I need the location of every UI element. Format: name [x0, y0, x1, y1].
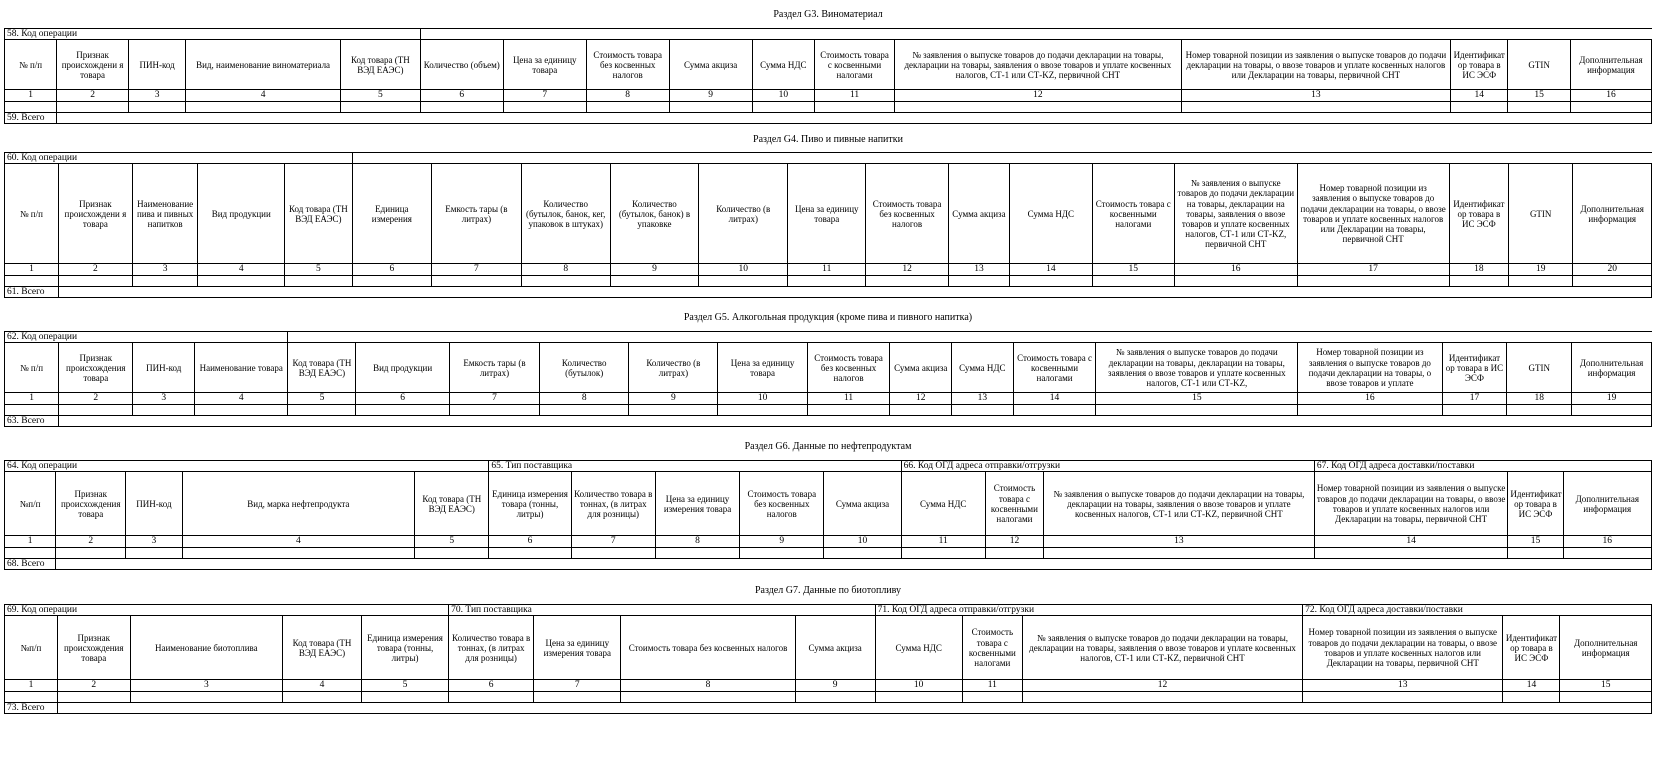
table-cell[interactable]: [1563, 547, 1651, 558]
col-header: Дополнительная информация: [1563, 472, 1651, 536]
col-header: Дополнительная информация: [1573, 164, 1652, 264]
col-number: 6: [420, 90, 503, 102]
col-header: Номер товарной позиции из заявления о выпуске товаров до подачи декларации на товары, о ввозе товаров и уплате косвенных налогов или Декларации на товары, первичной СНТ: [1297, 164, 1449, 264]
col-number: 15: [1092, 264, 1174, 276]
col-header: Количество (в литрах): [629, 343, 718, 393]
table-cell[interactable]: [133, 404, 195, 415]
table-cell[interactable]: [340, 101, 420, 112]
col-header: Стоимость товара с косвенными налогами: [1092, 164, 1174, 264]
table-cell[interactable]: [1314, 547, 1508, 558]
col-header: Вид, марка нефтепродукта: [182, 472, 415, 536]
ogd-to-label: 72. Код ОГД адреса доставки/поставки: [1303, 604, 1652, 616]
table-cell[interactable]: [718, 404, 807, 415]
col-header: Код товара (ТН ВЭД ЕАЭС): [288, 343, 356, 393]
table-cell[interactable]: [901, 547, 985, 558]
table-cell[interactable]: [1508, 101, 1570, 112]
col-header: ПИН-код: [133, 343, 195, 393]
table-cell[interactable]: [5, 691, 58, 702]
col-header: Стоимость товара с косвенными налогами: [985, 472, 1043, 536]
col-number: 9: [795, 680, 875, 692]
col-header: Цена за единицу товара: [503, 40, 586, 90]
table-cell[interactable]: [1570, 101, 1651, 112]
col-number: 4: [186, 90, 341, 102]
col-number: 11: [807, 393, 890, 405]
col-number: 10: [699, 264, 788, 276]
col-number: 9: [610, 264, 699, 276]
col-number: 13: [1303, 680, 1503, 692]
ogd-from-label: 66. Код ОГД адреса отправки/отгрузки: [901, 460, 1314, 472]
col-header: Единица измерения товара (тонны, литры): [489, 472, 571, 536]
col-header: Количество (бутылок): [540, 343, 629, 393]
col-number: 11: [901, 536, 985, 548]
section-g5: [4, 305, 1652, 427]
op-code-label: 62. Код операции: [5, 331, 288, 343]
col-number: 5: [361, 680, 448, 692]
col-header: Сумма акциза: [669, 40, 752, 90]
col-number: 17: [1297, 264, 1449, 276]
table-cell[interactable]: [420, 101, 503, 112]
table-cell[interactable]: [1572, 404, 1652, 415]
total-label: 59. Всего: [5, 112, 57, 124]
table-cell[interactable]: [952, 404, 1014, 415]
col-number: 3: [128, 90, 185, 102]
col-number: 7: [503, 90, 586, 102]
col-number: 1: [5, 264, 59, 276]
table-cell[interactable]: [1298, 404, 1442, 415]
col-header: GTIN: [1508, 164, 1572, 264]
table-cell[interactable]: [126, 547, 182, 558]
table-cell[interactable]: [128, 101, 185, 112]
table-cell[interactable]: [795, 691, 875, 702]
table-cell[interactable]: [866, 275, 948, 286]
col-header: Идентификат ор товара в ИС ЭСФ: [1451, 40, 1508, 90]
col-header: GTIN: [1508, 40, 1570, 90]
col-header: Количество (бутылок, банок, кег, упаковок в штуках): [521, 164, 610, 264]
table-cell[interactable]: [540, 404, 629, 415]
col-header: Признак происхождени я товара: [58, 164, 132, 264]
col-header: Сумма НДС: [952, 343, 1014, 393]
col-header: № заявления о выпуске товаров до подачи декларации на товары, декларации на товары, заявления о ввозе товаров и уплате косвенных налогов, СТ-1 или СТ-KZ,: [1096, 343, 1298, 393]
col-header: Количество товара в тоннах, (в литрах для розницы): [449, 616, 534, 680]
table-cell[interactable]: [669, 101, 752, 112]
col-header: Наименование пива и пивных напитков: [132, 164, 198, 264]
section-g4: [4, 128, 1652, 298]
table-cell[interactable]: [788, 275, 866, 286]
col-number: 16: [1563, 536, 1651, 548]
section-title: Раздел G7. Данные по биотопливу: [5, 578, 1652, 604]
col-header: № п/п: [5, 164, 59, 264]
col-header: Единица измерения товара (тонны, литры): [361, 616, 448, 680]
col-header: Номер товарной позиции из заявления о выпуске товаров до подачи декларации на товары, о ввозе товаров и уплате косвенных налогов или Декларации на товары, первичной СНТ: [1303, 616, 1503, 680]
table-cell[interactable]: [586, 101, 669, 112]
col-number: 11: [788, 264, 866, 276]
table-cell[interactable]: [1451, 101, 1508, 112]
op-code-label: 58. Код операции: [5, 28, 421, 40]
col-number: 4: [195, 393, 288, 405]
section-title: Раздел G4. Пиво и пивные напитки: [5, 128, 1652, 152]
col-header: № заявления о выпуске товаров до подачи декларации на товары, декларации на товары, заявления о ввозе товаров и уплате косвенных налогов, СТ-1 или СТ-KZ, первичной СНТ: [1044, 472, 1315, 536]
table-cell[interactable]: [186, 101, 341, 112]
table-cell[interactable]: [655, 547, 739, 558]
col-number: 10: [824, 536, 901, 548]
op-code-field[interactable]: [352, 152, 1651, 164]
col-number: 8: [521, 264, 610, 276]
table-cell[interactable]: [5, 101, 57, 112]
col-number: 19: [1572, 393, 1652, 405]
col-header: Цена за единицу товара: [718, 343, 807, 393]
col-header: Сумма НДС: [875, 616, 962, 680]
total-label: 63. Всего: [5, 415, 59, 427]
supplier-type-label: 70. Тип поставщика: [449, 604, 875, 616]
col-header: Стоимость товара без косвенных налогов: [621, 616, 795, 680]
col-number: 16: [1570, 90, 1651, 102]
col-header: Стоимость товара с косвенными налогами: [962, 616, 1022, 680]
col-header: Стоимость товара с косвенными налогами: [815, 40, 895, 90]
col-header: Сумма НДС: [1010, 164, 1092, 264]
op-code-field[interactable]: [288, 331, 1652, 343]
col-header: Сумма акциза: [795, 616, 875, 680]
col-number: 7: [449, 393, 539, 405]
col-number: 2: [58, 264, 132, 276]
col-header: № заявления о выпуске товаров до подачи декларации на товары, декларации на товары, заявления о ввозе товаров и уплате косвенных налогов, СТ-1 или СТ-KZ, первичной СНТ: [894, 40, 1181, 90]
col-number: 11: [962, 680, 1022, 692]
table-cell[interactable]: [571, 547, 655, 558]
table-cell[interactable]: [489, 547, 571, 558]
table-cell[interactable]: [283, 691, 362, 702]
col-number: 7: [431, 264, 521, 276]
table-cell[interactable]: [807, 404, 890, 415]
table-cell[interactable]: [1449, 275, 1508, 286]
col-number: 8: [655, 536, 739, 548]
table-cell[interactable]: [948, 275, 1009, 286]
col-number: 11: [815, 90, 895, 102]
col-header: Цена за единицу измерения товара: [655, 472, 739, 536]
col-number: 12: [890, 393, 952, 405]
total-value[interactable]: [57, 112, 1652, 124]
col-number: 1: [5, 536, 56, 548]
table-cell[interactable]: [752, 101, 814, 112]
col-header: Количество (бутылок, банок) в упаковке: [610, 164, 699, 264]
table-cell[interactable]: [57, 101, 129, 112]
col-header: Количество товара в тоннах, (в литрах для розницы): [571, 472, 655, 536]
col-number: 9: [740, 536, 824, 548]
col-header: Дополнительная информация: [1560, 616, 1652, 680]
col-number: 18: [1449, 264, 1508, 276]
table-cell[interactable]: [1096, 404, 1298, 415]
col-header: № заявления о выпуске товаров до подачи декларации на товары, декларации на товары, заявления о ввозе товаров и уплате косвенных налогов, СТ-1 или СТ-KZ, первичной СНТ: [1174, 164, 1297, 264]
col-number: 6: [352, 264, 431, 276]
col-number: 10: [752, 90, 814, 102]
table-cell[interactable]: [985, 547, 1043, 558]
col-number: 1: [5, 393, 59, 405]
col-number: 2: [57, 90, 129, 102]
table-cell[interactable]: [288, 404, 356, 415]
col-number: 2: [57, 680, 130, 692]
col-number: 5: [340, 90, 420, 102]
table-cell[interactable]: [815, 101, 895, 112]
col-header: Признак происхождения товара: [59, 343, 133, 393]
col-header: Признак происхождения товара: [57, 616, 130, 680]
table-cell[interactable]: [1442, 404, 1507, 415]
table-cell[interactable]: [1297, 275, 1449, 286]
col-number: 18: [1507, 393, 1572, 405]
col-number: 12: [866, 264, 948, 276]
table-cell[interactable]: [890, 404, 952, 415]
table-cell[interactable]: [415, 547, 489, 558]
table-cell[interactable]: [1503, 691, 1560, 702]
table-cell[interactable]: [361, 691, 448, 702]
table-cell[interactable]: [1022, 691, 1302, 702]
col-header: № п/п: [5, 343, 59, 393]
total-label: 68. Всего: [5, 558, 56, 570]
col-number: 1: [5, 680, 58, 692]
col-number: 3: [133, 393, 195, 405]
table-cell[interactable]: [58, 275, 132, 286]
table-cell[interactable]: [132, 275, 198, 286]
total-value[interactable]: [59, 415, 1652, 427]
col-header: Стоимость товара без косвенных налогов: [740, 472, 824, 536]
col-header: Идентификат ор товара в ИС ЭСФ: [1503, 616, 1560, 680]
col-number: 12: [1022, 680, 1302, 692]
col-number: 4: [283, 680, 362, 692]
col-number: 7: [571, 536, 655, 548]
col-number: 17: [1442, 393, 1507, 405]
col-header: Признак происхождени я товара: [57, 40, 129, 90]
table-cell[interactable]: [1507, 404, 1572, 415]
col-number: 3: [126, 536, 182, 548]
col-header: Номер товарной позиции из заявления о выпуске товаров до подачи декларации на товары, о ввозе товаров и уплате косвенных налогов или Декларации на товары, первичной СНТ: [1181, 40, 1450, 90]
col-header: Сумма НДС: [901, 472, 985, 536]
col-header: Наименование биотоплива: [130, 616, 283, 680]
table-cell[interactable]: [198, 275, 285, 286]
col-header: № заявления о выпуске товаров до подачи декларации на товары, декларации на товары, заявления о ввозе товаров и уплате косвенных налогов, СТ-1 или СТ-KZ, первичной СНТ: [1022, 616, 1302, 680]
table-cell[interactable]: [1303, 691, 1503, 702]
table-cell[interactable]: [285, 275, 353, 286]
table-cell[interactable]: [1508, 275, 1572, 286]
total-label: 73. Всего: [5, 702, 58, 714]
table-cell[interactable]: [1092, 275, 1174, 286]
col-number: 13: [1181, 90, 1450, 102]
op-code-label: 60. Код операции: [5, 152, 353, 164]
col-header: Дополнительная информация: [1572, 343, 1652, 393]
col-number: 20: [1573, 264, 1652, 276]
table-cell[interactable]: [1560, 691, 1652, 702]
col-number: 6: [489, 536, 571, 548]
col-header: Цена за единицу измерения товара: [534, 616, 621, 680]
table-cell[interactable]: [629, 404, 718, 415]
table-cell[interactable]: [621, 691, 795, 702]
col-number: 15: [1508, 90, 1570, 102]
total-label: 61. Всего: [5, 286, 59, 298]
col-header: Количество (объем): [420, 40, 503, 90]
col-number: 4: [198, 264, 285, 276]
col-number: 14: [1013, 393, 1096, 405]
col-number: 14: [1314, 536, 1508, 548]
table-cell[interactable]: [5, 547, 56, 558]
col-number: 4: [182, 536, 415, 548]
col-number: 6: [449, 680, 534, 692]
table-cell[interactable]: [610, 275, 699, 286]
col-header: Идентификат ор товара в ИС ЭСФ: [1508, 472, 1563, 536]
table-cell[interactable]: [962, 691, 1022, 702]
table-cell[interactable]: [534, 691, 621, 702]
total-value[interactable]: [57, 702, 1651, 714]
col-number: 19: [1508, 264, 1572, 276]
table-cell[interactable]: [1508, 547, 1563, 558]
table-cell[interactable]: [1010, 275, 1092, 286]
col-number: 8: [621, 680, 795, 692]
total-value[interactable]: [58, 286, 1651, 298]
col-number: 14: [1503, 680, 1560, 692]
col-number: 15: [1096, 393, 1298, 405]
table-cell[interactable]: [449, 404, 539, 415]
table-cell[interactable]: [59, 404, 133, 415]
table-cell[interactable]: [740, 547, 824, 558]
col-number: 7: [534, 680, 621, 692]
table-cell[interactable]: [1044, 547, 1315, 558]
section-title: Раздел G6. Данные по нефтепродуктам: [5, 434, 1652, 460]
op-code-label: 69. Код операции: [5, 604, 449, 616]
col-header: Вид продукции: [356, 343, 449, 393]
col-header: ПИН-код: [126, 472, 182, 536]
op-code-label: 64. Код операции: [5, 460, 489, 472]
section-title: Раздел G5. Алкогольная продукция (кроме пива и пивного напитка): [5, 305, 1652, 331]
table-cell[interactable]: [699, 275, 788, 286]
col-header: Наименование товара: [195, 343, 288, 393]
col-number: 2: [59, 393, 133, 405]
table-cell[interactable]: [5, 275, 59, 286]
ogd-to-label: 67. Код ОГД адреса доставки/поставки: [1314, 460, 1651, 472]
table-cell[interactable]: [130, 691, 283, 702]
col-header: GTIN: [1507, 343, 1572, 393]
col-number: 2: [56, 536, 126, 548]
col-header: Вид продукции: [198, 164, 285, 264]
table-cell[interactable]: [503, 101, 586, 112]
table-cell[interactable]: [1013, 404, 1096, 415]
col-number: 1: [5, 90, 57, 102]
col-header: Емкость тары (в литрах): [449, 343, 539, 393]
col-header: Стоимость товара с косвенными налогами: [1013, 343, 1096, 393]
table-cell[interactable]: [449, 691, 534, 702]
table-cell[interactable]: [57, 691, 130, 702]
col-number: 3: [132, 264, 198, 276]
col-number: 5: [285, 264, 353, 276]
col-number: 12: [894, 90, 1181, 102]
table-cell[interactable]: [431, 275, 521, 286]
col-header: № п/п: [5, 40, 57, 90]
col-header: Сумма акциза: [890, 343, 952, 393]
col-header: Идентификат ор товара в ИС ЭСФ: [1442, 343, 1507, 393]
col-number: 13: [1044, 536, 1315, 548]
col-number: 9: [669, 90, 752, 102]
supplier-type-label: 65. Тип поставщика: [489, 460, 901, 472]
table-cell[interactable]: [356, 404, 449, 415]
col-number: 13: [948, 264, 1009, 276]
col-header: Стоимость товара без косвенных налогов: [866, 164, 948, 264]
table-cell[interactable]: [894, 101, 1181, 112]
col-number: 5: [415, 536, 489, 548]
col-header: Количество (в литрах): [699, 164, 788, 264]
col-header: Стоимость товара без косвенных налогов: [807, 343, 890, 393]
col-header: Сумма акциза: [948, 164, 1009, 264]
col-number: 12: [985, 536, 1043, 548]
col-header: Код товара (ТН ВЭД ЕАЭС): [283, 616, 362, 680]
col-number: 16: [1174, 264, 1297, 276]
col-number: 16: [1298, 393, 1442, 405]
col-number: 8: [586, 90, 669, 102]
col-header: Дополнительная информация: [1570, 40, 1651, 90]
col-number: 13: [952, 393, 1014, 405]
table-cell[interactable]: [195, 404, 288, 415]
op-code-field[interactable]: [420, 28, 1651, 40]
section-title: Раздел G3. Виноматериал: [5, 2, 1652, 28]
col-number: 15: [1508, 536, 1563, 548]
col-header: ПИН-код: [128, 40, 185, 90]
col-header: Сумма акциза: [824, 472, 901, 536]
col-header: Емкость тары (в литрах): [431, 164, 521, 264]
col-number: 10: [718, 393, 807, 405]
col-number: 8: [540, 393, 629, 405]
col-header: Номер товарной позиции из заявления о выпуске товаров до подачи декларации на товары, о ввозе товаров и уплате: [1298, 343, 1442, 393]
col-header: Код товара (ТН ВЭД ЕАЭС): [340, 40, 420, 90]
col-number: 9: [629, 393, 718, 405]
section-g7: [4, 578, 1652, 714]
table-cell[interactable]: [1181, 101, 1450, 112]
col-header: Идентификат ор товара в ИС ЭСФ: [1449, 164, 1508, 264]
table-cell[interactable]: [824, 547, 901, 558]
ogd-from-label: 71. Код ОГД адреса отправки/отгрузки: [875, 604, 1303, 616]
col-number: 14: [1010, 264, 1092, 276]
col-number: 14: [1451, 90, 1508, 102]
table-cell[interactable]: [56, 547, 126, 558]
table-cell[interactable]: [5, 404, 59, 415]
col-number: 3: [130, 680, 283, 692]
col-number: 6: [356, 393, 449, 405]
table-cell[interactable]: [352, 275, 431, 286]
table-cell[interactable]: [875, 691, 962, 702]
col-number: 10: [875, 680, 962, 692]
col-header: Стоимость товара без косвенных налогов: [586, 40, 669, 90]
col-header: Код товара (ТН ВЭД ЕАЭС): [415, 472, 489, 536]
col-header: Вид, наименование виноматериала: [186, 40, 341, 90]
col-header: Признак происхождения товара: [56, 472, 126, 536]
table-cell[interactable]: [1174, 275, 1297, 286]
col-number: 5: [288, 393, 356, 405]
table-cell[interactable]: [1573, 275, 1652, 286]
col-header: Единица измерения: [352, 164, 431, 264]
table-cell[interactable]: [521, 275, 610, 286]
col-header: Сумма НДС: [752, 40, 814, 90]
col-header: Номер товарной позиции из заявления о выпуске товаров до подачи декларации на товары, о ввозе товаров и уплате косвенных налогов или Декларации на товары, первичной СНТ: [1314, 472, 1508, 536]
table-cell[interactable]: [182, 547, 415, 558]
section-g3: [4, 2, 1652, 124]
col-header: Цена за единицу товара: [788, 164, 866, 264]
col-header: Код товара (ТН ВЭД ЕАЭС): [285, 164, 353, 264]
col-header: №п/п: [5, 616, 58, 680]
total-value[interactable]: [56, 558, 1652, 570]
col-number: 15: [1560, 680, 1652, 692]
section-g6: [4, 434, 1652, 570]
col-header: №п/п: [5, 472, 56, 536]
